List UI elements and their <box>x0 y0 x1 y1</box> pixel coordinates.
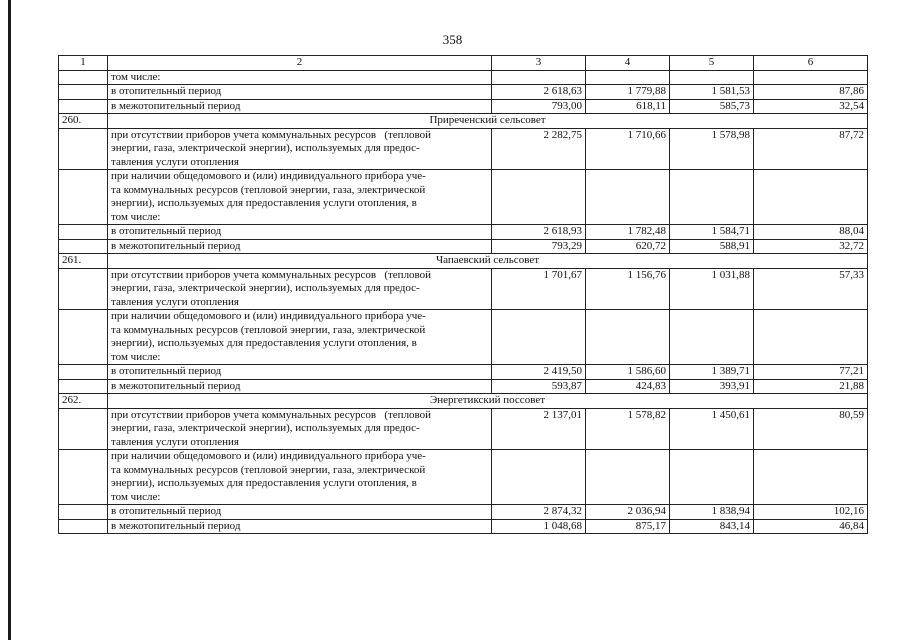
value-cell: 793,00 <box>492 99 586 114</box>
value-cell: 2 419,50 <box>492 365 586 380</box>
table-row <box>59 379 868 394</box>
value-cell: 2 618,93 <box>492 225 586 240</box>
value-cell: 1 389,71 <box>670 365 754 380</box>
section-title: Энергетикский поссовет <box>108 394 868 409</box>
description-line: тавления услуги отопления <box>111 155 239 168</box>
value-cell: 87,72 <box>754 128 868 170</box>
column-header: 6 <box>754 56 868 71</box>
column-header: 2 <box>108 56 492 71</box>
value-cell: 46,84 <box>754 519 868 534</box>
row-description <box>108 170 492 225</box>
table-header-row <box>59 56 868 71</box>
value-cell: 32,72 <box>754 239 868 254</box>
value-cell: 1 031,88 <box>670 268 754 310</box>
description-line: тавления услуги отопления <box>111 435 239 448</box>
description-line: энергии), используемых для предоставления услуги отопления, в <box>111 197 417 209</box>
table-row <box>59 85 868 100</box>
value-cell: 1 048,68 <box>492 519 586 534</box>
description-line: та коммунальных ресурсов (тепловой энергии, газа, электрической <box>111 463 426 476</box>
value-cell: 80,59 <box>754 408 868 450</box>
section-title-row <box>59 114 868 129</box>
column-header: 4 <box>586 56 670 71</box>
table-row <box>59 408 868 450</box>
row-label: в межотопительный период <box>108 379 492 394</box>
description-line: энергии), используемых для предоставления услуги отопления, в <box>111 477 417 489</box>
description-line: энергии, газа, электрической энергии), используемых для предос- <box>111 142 420 154</box>
description-line: том числе: <box>111 210 161 223</box>
value-cell: 588,91 <box>670 239 754 254</box>
value-cell: 2 137,01 <box>492 408 586 450</box>
value-cell: 1 710,66 <box>586 128 670 170</box>
table-row <box>59 505 868 520</box>
table-row <box>59 99 868 114</box>
table-row <box>59 170 868 225</box>
description-line: та коммунальных ресурсов (тепловой энергии, газа, электрической <box>111 183 426 196</box>
value-cell: 1 701,67 <box>492 268 586 310</box>
row-label: в межотопительный период <box>108 239 492 254</box>
description-line: при наличии общедомового и (или) индивидуального прибора уче- <box>111 170 426 182</box>
row-label: в отопительный период <box>108 505 492 520</box>
table-row <box>59 128 868 170</box>
value-cell: 1 450,61 <box>670 408 754 450</box>
row-number-cell <box>59 70 108 85</box>
value-cell: 88,04 <box>754 225 868 240</box>
row-description <box>108 310 492 365</box>
value-cell: 57,33 <box>754 268 868 310</box>
column-header: 3 <box>492 56 586 71</box>
tariff-table <box>58 55 868 534</box>
description-line: при отсутствии приборов учета коммунальных ресурсов (тепловой <box>111 128 432 141</box>
value-cell: 793,29 <box>492 239 586 254</box>
description-line: тавления услуги отопления <box>111 295 239 308</box>
value-cell: 1 838,94 <box>670 505 754 520</box>
value-cell: 2 282,75 <box>492 128 586 170</box>
value-cell: 102,16 <box>754 505 868 520</box>
row-label: в отопительный период <box>108 225 492 240</box>
value-cell: 620,72 <box>586 239 670 254</box>
value-cell: 843,14 <box>670 519 754 534</box>
row-number: 261. <box>59 254 108 269</box>
table-row <box>59 225 868 240</box>
value-cell: 1 156,76 <box>586 268 670 310</box>
description-line: та коммунальных ресурсов (тепловой энергии, газа, электрической <box>111 323 426 336</box>
value-cell: 1 782,48 <box>586 225 670 240</box>
value-cell: 87,86 <box>754 85 868 100</box>
description-line: энергии), используемых для предоставления услуги отопления, в <box>111 337 417 349</box>
value-cell: 2 036,94 <box>586 505 670 520</box>
page-number: 358 <box>442 32 463 47</box>
value-cell: 585,73 <box>670 99 754 114</box>
row-description <box>108 450 492 505</box>
column-header: 5 <box>670 56 754 71</box>
table-row <box>59 310 868 365</box>
value-cell: 393,91 <box>670 379 754 394</box>
value-cell: 2 874,32 <box>492 505 586 520</box>
row-description <box>108 128 492 170</box>
value-cell: 1 584,71 <box>670 225 754 240</box>
row-description <box>108 408 492 450</box>
row-label: в отопительный период <box>108 365 492 380</box>
description-line: при отсутствии приборов учета коммунальных ресурсов (тепловой <box>111 408 432 421</box>
section-title-row <box>59 394 868 409</box>
section-title-row <box>59 254 868 269</box>
table-row <box>59 365 868 380</box>
section-title: Приреченский сельсовет <box>108 114 868 129</box>
row-label: в межотопительный период <box>108 99 492 114</box>
row-number: 260. <box>59 114 108 129</box>
value-cell: 1 578,98 <box>670 128 754 170</box>
continued-label-row <box>59 70 868 85</box>
table-row <box>59 239 868 254</box>
value-cell: 424,83 <box>586 379 670 394</box>
row-label: том числе: <box>108 70 492 85</box>
description-line: при наличии общедомового и (или) индивидуального прибора уче- <box>111 450 426 462</box>
description-line: энергии, газа, электрической энергии), используемых для предос- <box>111 282 420 294</box>
page-edge-bar <box>8 0 11 640</box>
value-cell: 1 586,60 <box>586 365 670 380</box>
value-cell: 593,87 <box>492 379 586 394</box>
value-cell: 618,11 <box>586 99 670 114</box>
description-line: том числе: <box>111 350 161 363</box>
value-cell: 2 618,63 <box>492 85 586 100</box>
value-cell: 21,88 <box>754 379 868 394</box>
table-row <box>59 450 868 505</box>
table-row <box>59 519 868 534</box>
value-cell: 1 581,53 <box>670 85 754 100</box>
value-cell: 1 779,88 <box>586 85 670 100</box>
value-cell: 1 578,82 <box>586 408 670 450</box>
value-cell: 77,21 <box>754 365 868 380</box>
row-label: в отопительный период <box>108 85 492 100</box>
value-cell: 32,54 <box>754 99 868 114</box>
row-label: в межотопительный период <box>108 519 492 534</box>
column-header: 1 <box>59 56 108 71</box>
row-description <box>108 268 492 310</box>
description-line: том числе: <box>111 490 161 503</box>
value-cell: 875,17 <box>586 519 670 534</box>
row-number: 262. <box>59 394 108 409</box>
description-line: энергии, газа, электрической энергии), используемых для предос- <box>111 422 420 434</box>
description-line: при отсутствии приборов учета коммунальных ресурсов (тепловой <box>111 268 432 281</box>
section-title: Чапаевский сельсовет <box>108 254 868 269</box>
description-line: при наличии общедомового и (или) индивидуального прибора уче- <box>111 310 426 322</box>
table-row <box>59 268 868 310</box>
